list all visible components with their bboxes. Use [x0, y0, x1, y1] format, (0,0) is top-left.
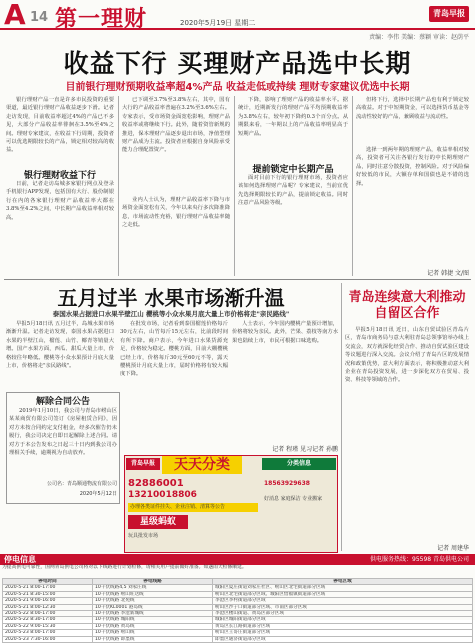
fruit-byline: 记者 程瑾 见习记者 孙鹏 [272, 446, 338, 453]
finance-col3-text: 下降，影响了理财产品的收益率水平。据统计，近期新发行的理财产品平均预期收益率为3.8%左右，较年初下降约0.3个百分点。从期限来看，一年期以上的产品收益率明显高于短期产品。 [238, 97, 348, 137]
table-cell: 10千伏线路 城阳线 [93, 617, 213, 623]
ad-right-text: 好消息 家庭保洁 专业搬家 [264, 496, 323, 502]
outage-note: 为提高供电可靠性，国网青岛供电公司将对以下线路进行计划检修，请相关用户提前做好准备。如遇雨天检修顺延。 [2, 565, 247, 570]
column-divider [234, 96, 235, 276]
table-cell: 2020-5-23 8:00-17:00 [3, 630, 93, 636]
ad-right-phone: 18563929638 [264, 480, 310, 487]
editor-credits: 责编：李伟 美编：蔡颖 审读：赵荫平 [369, 34, 469, 41]
column-divider [118, 96, 119, 276]
qingdao-body-text: 早报5月18日讯 近日，山东自贸试验区青岛片区，青岛市商务局与意大利驻青岛总领事馆举办线上交流会，双方就深化经贸合作、推动自贸试验区建设等议题进行深入交流。会议介绍了青岛片区的发展情况和政策优势，意大利方面表示，将积极推动意大利企业在青岛投资发展，进一步深化双方在贸易、投资、科技等领域的合作。 [345, 327, 469, 384]
paper-badge: 青岛早报 [429, 6, 469, 22]
table-cell: 崂山区沙子口街道部分区域、市南区部分区域 [213, 604, 473, 610]
ad-slogan: 办理各类证件挂失、企业注销、清算等公告 [128, 503, 258, 512]
main-headline: 收益下行 买理财产品选中长期 [63, 49, 412, 78]
notice-company: 公司名：青岛顺通物流有限公司 [46, 481, 117, 487]
finance-subheading-1: 银行理财收益下行 [23, 171, 96, 181]
column-divider [352, 96, 353, 276]
table-cell: 2020-5-22 8:00-17:00 [3, 611, 93, 617]
finance-col2-text: 已下调至3.7%至3.8%左右，其中，国有大行的产品收益率普遍在3.2%至3.6%左右。专家表示，受市场资金面宽松影响，理财产品收益率或将继续下行。此外，随着资管新规的推进，保本理财产品逐步退出市场，净值型理财产品成为主流。投资者应根据自身风险承受能力合理配置资产。 [122, 97, 230, 154]
table-cell: 10千伏线路 黄岛线 [93, 623, 213, 629]
outage-hotline: 供电服务热线：95598 青岛供电公司 [370, 556, 469, 563]
finance-col4b-text: 选择一到两年期的理财产品，收益率相对较高，投资者可关注各银行发行的中长期理财产品，同时注意分散投资，控制风险。对于风险偏好较低的市民，大额存单和国债也是不错的选择。 [356, 147, 469, 187]
table-cell: 10千伏线路 北苑线 [93, 598, 213, 604]
finance-col4-text: 但将下行，选择中长期产品也有利于锁定较高收益。对于中短期资金，可以选择货币基金等流动性较好的产品，兼顾收益与流动性。 [356, 97, 469, 120]
section-title: 第一理财 [55, 7, 148, 32]
table-cell: 城阳区城阳街道部分区域 [213, 617, 473, 623]
table-cell: 10千伏线路 崂山线 [93, 630, 213, 636]
fruit-col3-text: 人士表示，今年国内樱桃产量预计增加，价格将较为亲民。此外，芒果、荔枝等南方水果也陆续上市，市民可根据口味选购。 [232, 321, 338, 344]
finance-col1b-text: 日前，记者走访岛城多家银行网点及登录手机银行APP发现，包括国有大行、股份制银行在内的各家银行理财产品收益率大都在3.8%至4.2%之间，中长期产品收益率相对较高。 [6, 181, 114, 221]
finance-col1-text: 银行理财产品一直是许多市民投资的重要渠道，最近银行理财产品收益逐步下滑。记者走访发现，目前收益率超过4%的产品已不多见，大部分产品收益率徘徊在3.5%至4%之间。理财专家建议，在收益下行周期，投资者可以优选期限较长的产品，锁定相对较高的收益。 [6, 97, 114, 154]
fruit-headline: 五月过半 水果市场渐升温 [57, 286, 285, 310]
fruit-col1-text: 早报5月18日讯 五月过半，岛城水果市场渐渐升温。记者走访发现，泰国水果占据进口水果的半壁江山，榴莲、山竹、椰青等销量大增。国产水果方面，西瓜、甜瓜大量上市，价格较往年略低。樱桃等小众水果预计月底大量上市，价格将走"亲民路线"。 [6, 321, 114, 370]
fruit-subhead: 泰国水果占据进口水果半壁江山 樱桃等小众水果月底大量上市价格将走"亲民路线" [52, 310, 290, 318]
notice-title: 解除合同公告 [35, 397, 90, 407]
fruit-col2-text: 在批发市场，记者看到泰国榴莲价格每斤30元左右，山竹每斤15元左右，比前段时间有所下降。商户表示，今年进口水果货源充足，价格较为稳定。樱桃方面，目前大棚樱桃已经上市，价格每斤30元至60元不等，露天樱桃预计月底大量上市，届时价格将有较大幅度下降。 [120, 321, 228, 378]
qingdao-headline: 青岛连续意大利推动自留区合作 [348, 290, 466, 321]
table-cell: 2020-5-22 8:30-17:00 [3, 617, 93, 623]
table-cell: 崂山区北宅街道部分区域、城阳区惜福镇街道部分区域 [213, 591, 473, 597]
table-header-cell: 停电区域 [213, 579, 473, 585]
table-cell: 2020-5-21 8:00-17:00 [3, 585, 93, 591]
ad-sub-brand: 星级蚂蚁 [128, 515, 188, 529]
section-logo-letter: A [4, 0, 26, 31]
table-cell: 10千伏KL0001 港岛线 [93, 604, 213, 610]
table-cell: 崂山区王哥庄街道部分区域 [213, 630, 473, 636]
table-cell: 10千伏线路 即墨线 [93, 636, 213, 642]
outage-table-body [3, 585, 473, 643]
table-cell: 2020-5-21 8:30-15:00 [3, 591, 93, 597]
notice-body: 2019年1月10日，我公司与青岛市崂山区某某商贸有限公司签订《房屋租赁合同》，因对方未按合同约定支付租金，经多次催告仍未履行，我公司决定自即日起解除上述合同。请对方于本公告发布之日起三十日内到我公司办理相关手续，逾期视为自动放弃。 [9, 408, 117, 457]
ad-right-title: 分类信息 [262, 458, 336, 470]
ad-sub-text: 玩具批发市场 [128, 533, 159, 539]
ad-phone: 82886001 [128, 478, 184, 489]
table-cell: 2020-5-21 8:00-12:30 [3, 604, 93, 610]
column-divider [341, 283, 342, 551]
finance-col3b-text: 面对目前下行的银行理财市场，投资者应该如何选择理财产品呢？专家建议，当前宜优先选择期限较长的产品，提前锁定收益。同时注意产品风险等级。 [238, 175, 348, 207]
table-header-cell: 停电线路 [93, 579, 213, 585]
ad-phone-2: 13210018806 [128, 490, 197, 500]
table-cell: 李沧区李村街道部分区域 [213, 598, 473, 604]
main-subhead: 目前银行理财预期收益率超4%产品 收益走低或持续 理财专家建议优选中长期 [65, 82, 410, 93]
ad-main-title: 天天分类 [162, 456, 242, 474]
table-cell: 城阳区夏庄街道刘家庄社区、崂山区北宅街道部分区域 [213, 585, 473, 591]
qingdao-byline: 记者 周建华 [437, 545, 469, 552]
table-row [3, 636, 473, 642]
table-cell: 10千伏线路4,5 刘家庄线 [93, 585, 213, 591]
table-cell: 黄岛区长江路街道部分区域 [213, 623, 473, 629]
table-cell: 李沧区楼山街道、黄岛区部分区域 [213, 611, 473, 617]
finance-col2b-text: 业内人士认为，理财产品收益率下降与市场资金面宽松有关，今年以来央行多次降准降息，市场流动性充裕，银行理财产品收益率随之走低。 [122, 197, 230, 229]
table-cell: 即墨区通济街道部分区域 [213, 636, 473, 642]
outage-label: 停电信息 [4, 555, 36, 564]
table-cell: 10千伏线路 李沧新城线 [93, 611, 213, 617]
table-cell: 2020-5-23 7:30-16:00 [3, 636, 93, 642]
table-cell: 2020-5-22 9:00-15:30 [3, 623, 93, 629]
section-divider [4, 279, 471, 280]
outage-table [2, 578, 473, 643]
notice-date: 2020年5月12日 [79, 491, 117, 497]
issue-date: 2020年5月19日 星期二 [180, 19, 256, 27]
table-cell: 2020-5-21 9:00-16:00 [3, 598, 93, 604]
finance-subheading-2: 提前锁定中长期产品 [252, 165, 334, 175]
page-number: 14 [30, 10, 49, 25]
table-cell: 10千伏线路 崂山旺达线 [93, 591, 213, 597]
ad-brand-badge: 青岛早报 [126, 458, 160, 470]
finance-byline: 记者 韩捷 文/图 [427, 270, 469, 277]
table-header-cell: 停电时间 [3, 579, 93, 585]
